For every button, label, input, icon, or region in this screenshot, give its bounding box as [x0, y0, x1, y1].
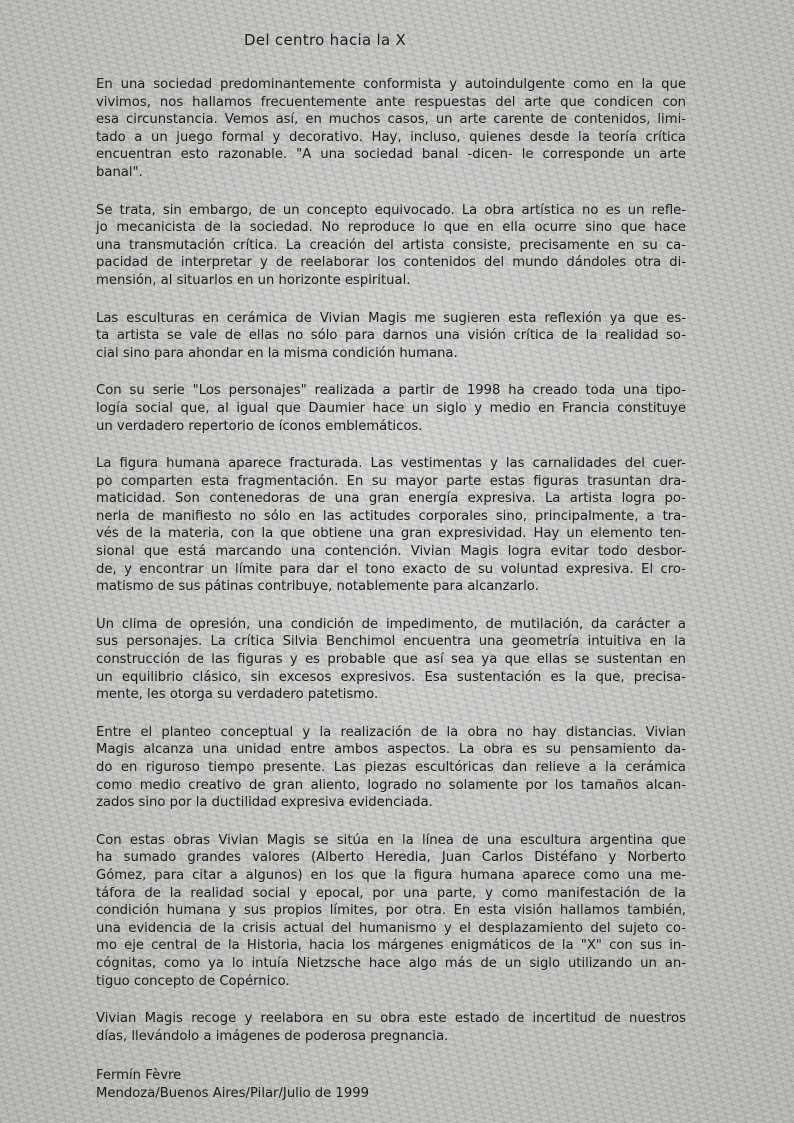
signature-block — [96, 1067, 369, 1102]
text-line: Entre el planteo conceptual y la realización de la obra no hay distancias. Vivian — [96, 724, 686, 740]
text-line: una evidencia de la crisis actual del humanismo y el desplazamiento del sujeto co- — [96, 920, 686, 936]
text-line: condición humana y sus propios límites, por otra. En esta visión hallamos también, — [96, 903, 686, 919]
text-line: sus personajes. La crítica Silvia Benchimol encuentra una geometría intuitiva en la — [96, 634, 686, 650]
text-line: La figura humana aparece fracturada. Las vestimentas y las carnalidades del cuer- — [96, 456, 686, 472]
text-line: tiguo concepto de Copérnico. — [96, 973, 290, 989]
text-line: sional que está marcando una contención. Vivian Magis logra evitar todo desbor- — [96, 544, 686, 560]
text-line: vivimos, nos hallamos frecuentemente ante respuestas del arte que condicen con — [96, 94, 686, 110]
text-line: esa circunstancia. Vemos así, en muchos casos, un arte carente de contenidos, limi- — [96, 112, 686, 128]
text-line: vés de la materia, con la que obtiene una gran expresividad. Hay un elemento ten- — [96, 526, 686, 542]
text-line: Con su serie "Los personajes" realizada a partir de 1998 ha creado toda una tipo- — [96, 383, 686, 399]
paragraph-4 — [96, 382, 686, 435]
paragraph-1 — [96, 76, 686, 182]
text-line: ta artista se vale de ellas no sólo para darnos una visión crítica de la realidad so- — [96, 328, 686, 344]
text-line: zados sino por la ductilidad expresiva evidenciada. — [96, 795, 433, 811]
text-line: mente, les otorga su verdadero patetismo. — [96, 687, 379, 703]
text-line: días, llevándolo a imágenes de poderosa pregnancia. — [96, 1028, 449, 1044]
text-line: do en riguroso tiempo presente. Las piezas escultóricas dan relieve a la cerámica — [96, 760, 686, 775]
text-line: po comparten esta fragmentación. En su mayor parte estas figuras trasuntan dra- — [96, 473, 686, 489]
text-line: Vivian Magis recoge y reelabora en su obra este estado de incertitud de nuestros — [96, 1011, 686, 1027]
text-line: jo mecanicista de la sociedad. No reproduce lo que en ella ocurre sino que hace — [96, 220, 686, 236]
text-line: de, y encontrar un límite para dar el tono exacto de su voluntad expresiva. El cro- — [96, 561, 686, 577]
text-line: mo eje central de la Historia, hacia los márgenes enigmáticos de la "X" con sus in- — [96, 938, 686, 954]
paragraph-3 — [96, 310, 686, 363]
text-line: banal". — [96, 164, 143, 180]
text-line: logía social que, al igual que Daumier hace un siglo y medio en Francia constituye — [96, 400, 686, 416]
text-line: matismo de sus pátinas contribuye, notablemente para alcanzarlo. — [96, 579, 539, 595]
text-line: una transmutación crítica. La creación del artista consiste, precisamente en su ca- — [96, 237, 686, 253]
text-line: construcción de las figuras y es probable que así sea ya que ellas se sustentan en — [96, 652, 686, 668]
text-line: cial sino para ahondar en la misma condición humana. — [96, 345, 458, 361]
text-line: ha sumado grandes valores (Alberto Heredia, Juan Carlos Distéfano y Norberto — [96, 850, 686, 866]
text-line: Se trata, sin embargo, de un concepto equivocado. La obra artística no es un refle- — [96, 202, 686, 218]
paragraph-9 — [96, 1010, 686, 1045]
text-line: encuentran esto razonable. "A una sociedad banal -dicen- le corresponde un arte — [96, 147, 686, 163]
text-line: maticidad. Son contenedoras de una gran energía expresiva. La artista logra po- — [96, 491, 686, 507]
text-line: nerla de manifiesto no sólo en las actitudes corporales sino, principalmente, a tra- — [96, 508, 686, 524]
text-line: pacidad de interpretar y de reelaborar los contenidos del mundo dándoles otra di- — [96, 255, 686, 271]
text-line: un equilibrio clásico, sin excesos expresivos. Esa sustentación es la que, precisa- — [96, 669, 686, 685]
text-line: Gómez, para citar a algunos) en los que la figura humana aparece como una me- — [96, 867, 686, 883]
paragraph-8 — [96, 832, 686, 990]
paragraph-5 — [96, 455, 686, 596]
text-line: tado a un juego formal y decorativo. Hay, incluso, quienes desde la teoría crítica — [96, 129, 686, 145]
paragraph-7 — [96, 724, 686, 812]
text-line: Magis alcanza una unidad entre ambos aspectos. La obra es su pensamiento da- — [96, 742, 686, 758]
author-name: Fermín Fèvre — [96, 1068, 182, 1083]
text-line: mensión, al situarlos en un horizonte espiritual. — [96, 272, 411, 288]
text-line: Las esculturas en cerámica de Vivian Magis me sugieren esta reflexión ya que es- — [96, 310, 686, 326]
text-line: Con estas obras Vivian Magis se sitúa en la línea de una escultura argentina que — [96, 832, 686, 848]
text-line: cógnitas, como ya lo intuía Nietzsche hace algo más de un siglo utilizando un an- — [96, 955, 686, 971]
text-line: como medio creativo de gran aliento, logrado no solamente por los tamaños alcan- — [96, 777, 686, 793]
text-line: táfora de la realidad social y epocal, por una parte, y como manifestación de la — [96, 885, 686, 901]
article-body — [96, 76, 686, 1065]
text-line: un verdadero repertorio de íconos emblemáticos. — [96, 418, 423, 434]
text-line: En una sociedad predominantemente conformista y autoindulgente como en la que — [96, 77, 686, 92]
document-title: Del centro hacia la X — [244, 31, 407, 49]
paragraph-6 — [96, 616, 686, 704]
text-line: Un clima de opresión, una condición de impedimento, de mutilación, da carácter a — [96, 616, 686, 632]
paragraph-2 — [96, 202, 686, 290]
place-date: Mendoza/Buenos Aires/Pilar/Julio de 1999 — [96, 1085, 369, 1101]
